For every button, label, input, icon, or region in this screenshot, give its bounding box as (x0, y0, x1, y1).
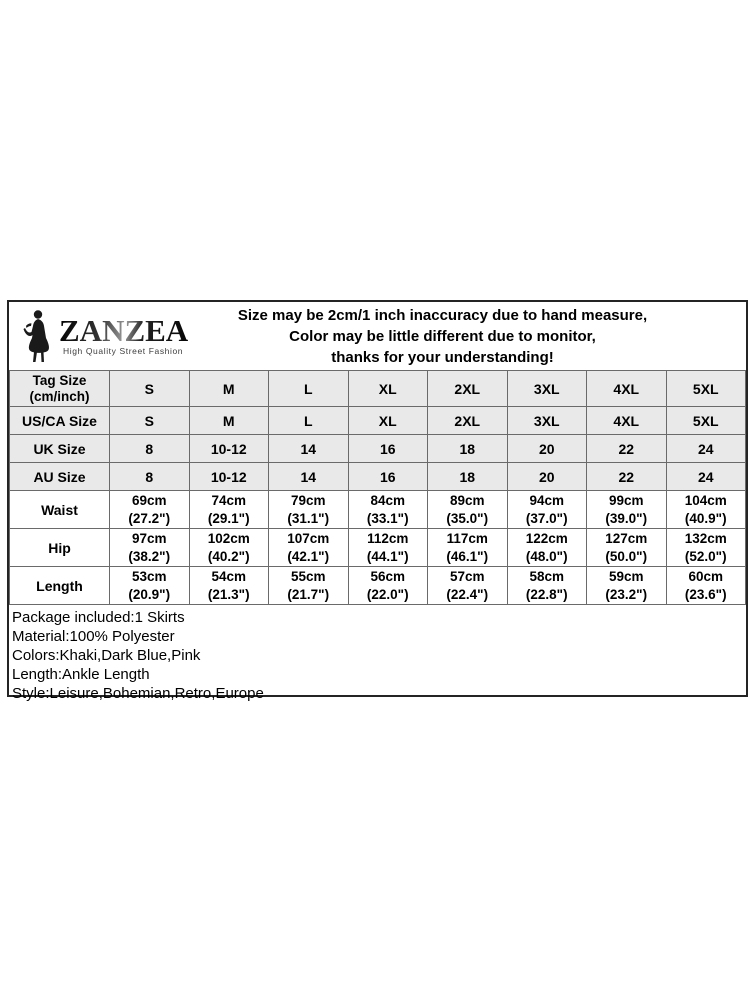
table-cell: 24 (666, 463, 746, 491)
table-cell: 14 (269, 463, 349, 491)
brand-name: ZANZEA® (59, 313, 198, 348)
table-row (10, 407, 746, 435)
table-cell: 69cm (27.2") (110, 491, 190, 529)
table-cell: 3XL (507, 407, 587, 435)
table-cell: 24 (666, 435, 746, 463)
table-row (10, 463, 746, 491)
table-cell: 5XL (666, 371, 746, 407)
detail-line: Style:Leisure,Bohemian,Retro,Europe (12, 685, 264, 702)
table-cell: S (110, 407, 190, 435)
table-cell: M (189, 407, 269, 435)
table-cell: 97cm (38.2") (110, 529, 190, 567)
table-cell: 84cm (33.1") (348, 491, 428, 529)
table-cell: 10-12 (189, 435, 269, 463)
table-cell: 8 (110, 463, 190, 491)
table-cell: 22 (587, 435, 667, 463)
detail-line: Package included:1 Skirts (12, 609, 185, 626)
row-label: Waist (10, 491, 110, 529)
row-label: Hip (10, 529, 110, 567)
table-cell: 127cm (50.0") (587, 529, 667, 567)
disclaimer-line-3: thanks for your understanding! (331, 348, 554, 366)
table-cell: 74cm (29.1") (189, 491, 269, 529)
table-cell: 57cm (22.4") (428, 567, 508, 605)
table-cell: L (269, 371, 349, 407)
table-row (10, 491, 746, 529)
detail-line: Length:Ankle Length (12, 666, 150, 683)
table-cell: 102cm (40.2") (189, 529, 269, 567)
table-cell: M (189, 371, 269, 407)
table-cell: XL (348, 407, 428, 435)
row-label: AU Size (10, 463, 110, 491)
table-cell: 60cm (23.6") (666, 567, 746, 605)
table-cell: 5XL (666, 407, 746, 435)
brand-tagline: High Quality Street Fashion (63, 346, 184, 356)
table-cell: 122cm (48.0") (507, 529, 587, 567)
product-details (9, 605, 746, 703)
table-cell: 117cm (46.1") (428, 529, 508, 567)
table-cell: 79cm (31.1") (269, 491, 349, 529)
table-cell: 59cm (23.2") (587, 567, 667, 605)
registered-trademark-symbol: ® (189, 321, 198, 333)
table-cell: 2XL (428, 371, 508, 407)
row-label: US/CA Size (10, 407, 110, 435)
table-cell: 20 (507, 435, 587, 463)
disclaimer-line-1: Size may be 2cm/1 inch inaccuracy due to hand measure, (237, 306, 648, 324)
table-cell: 107cm (42.1") (269, 529, 349, 567)
table-cell: 132cm (52.0") (666, 529, 746, 567)
table-cell: 53cm (20.9") (110, 567, 190, 605)
table-cell: 16 (348, 435, 428, 463)
table-cell: 99cm (39.0") (587, 491, 667, 529)
table-cell: 104cm (40.9") (666, 491, 746, 529)
table-cell: 94cm (37.0") (507, 491, 587, 529)
size-table (9, 370, 746, 605)
table-row (10, 567, 746, 605)
row-label: UK Size (10, 435, 110, 463)
table-cell: 18 (428, 463, 508, 491)
table-row (10, 435, 746, 463)
table-cell: 22 (587, 463, 667, 491)
table-cell: 10-12 (189, 463, 269, 491)
table-cell: 89cm (35.0") (428, 491, 508, 529)
disclaimer-text (139, 302, 746, 370)
table-cell: 4XL (587, 371, 667, 407)
table-cell: 4XL (587, 407, 667, 435)
table-cell: 18 (428, 435, 508, 463)
woman-silhouette-icon (23, 308, 57, 364)
table-cell: 3XL (507, 371, 587, 407)
table-cell: S (110, 371, 190, 407)
table-header-band (9, 302, 746, 370)
table-cell: 55cm (21.7") (269, 567, 349, 605)
table-row (10, 529, 746, 567)
detail-line: Material:100% Polyester (12, 628, 175, 645)
table-cell: 20 (507, 463, 587, 491)
row-label: Tag Size (cm/inch) (10, 371, 110, 407)
table-cell: 112cm (44.1") (348, 529, 428, 567)
table-cell: 2XL (428, 407, 508, 435)
table-cell: 8 (110, 435, 190, 463)
table-cell: 58cm (22.8") (507, 567, 587, 605)
table-cell: XL (348, 371, 428, 407)
detail-line: Colors:Khaki,Dark Blue,Pink (12, 647, 201, 664)
table-cell: 54cm (21.3") (189, 567, 269, 605)
table-cell: 56cm (22.0") (348, 567, 428, 605)
table-cell: 16 (348, 463, 428, 491)
row-label: Length (10, 567, 110, 605)
table-row (10, 371, 746, 407)
table-cell: 14 (269, 435, 349, 463)
table-cell: L (269, 407, 349, 435)
size-chart-sheet (7, 300, 748, 702)
disclaimer-line-2: Color may be little different due to monitor, (289, 327, 596, 345)
